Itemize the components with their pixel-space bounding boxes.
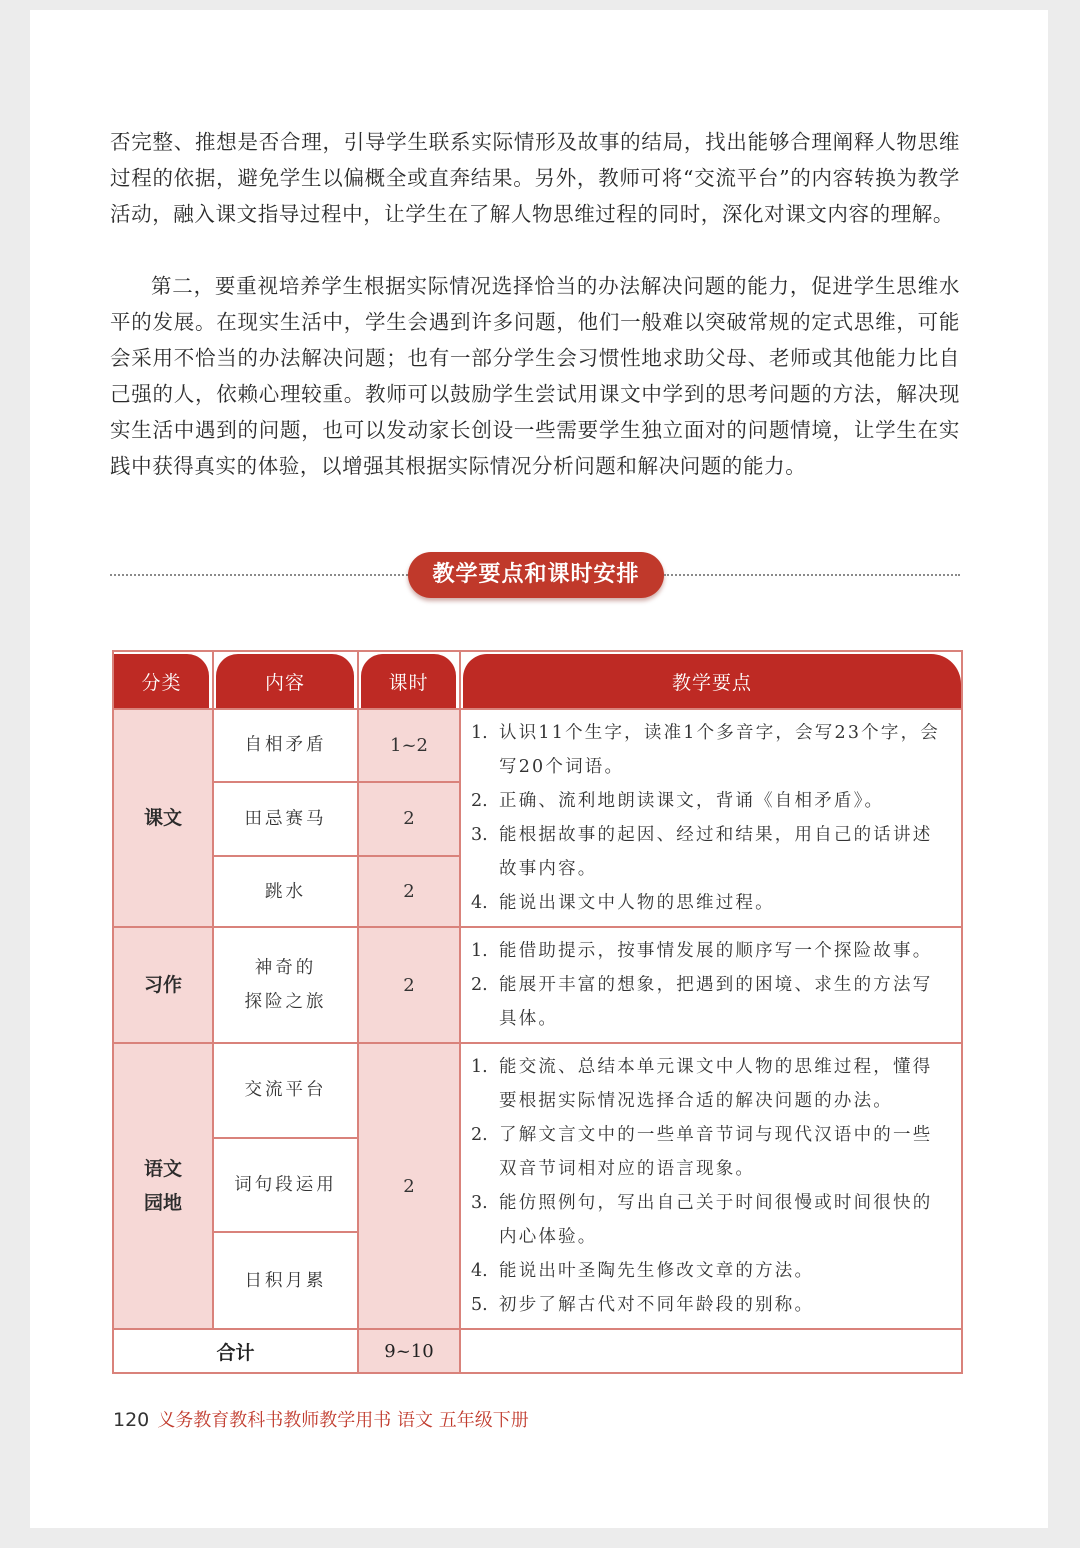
dotted-rule-left <box>110 574 408 576</box>
content-line: 探险之旅 <box>244 992 327 1012</box>
points-cell <box>460 1043 962 1329</box>
book-title: 义务教育教科书教师教学用书 语文 五年级下册 <box>157 1410 529 1431</box>
teaching-plan-table <box>112 650 962 1374</box>
hours-cell: 2 <box>358 782 460 857</box>
body-paragraph-1: 否完整、推想是否合理，引导学生联系实际情形及故事的结局，找出能够合理阐释人物思维过程的依据，避免学生以偏概全或直奔结果。另外，教师可将“交流平台”的内容转换为教学活动，融入课文指导过程中，让学生在了解人物思维过程的同时，深化对课文内容的理解。 <box>110 130 960 226</box>
page-number: 120 <box>113 1409 150 1431</box>
total-label: 合计 <box>113 1329 358 1373</box>
point-item: 1. 认识11个生字，读准1个多音字，会写23个字，会写20个词语。 <box>471 723 940 777</box>
table-header-row <box>113 651 962 709</box>
category-line: 语文 <box>143 1158 182 1180</box>
point-item: 5. 初步了解古代对不同年龄段的别称。 <box>471 1295 815 1315</box>
category-cell <box>113 1043 213 1329</box>
header-points: 教学要点 <box>463 654 961 708</box>
category-line: 园地 <box>143 1192 182 1214</box>
point-item: 1. 能交流、总结本单元课文中人物的思维过程，懂得要根据实际情况选择合适的解决问题的办法。 <box>471 1057 933 1111</box>
point-item: 4. 能说出课文中人物的思维过程。 <box>471 893 775 913</box>
body-paragraph-2: 第二，要重视培养学生根据实际情况选择恰当的办法解决问题的能力，促进学生思维水平的发展。在现实生活中，学生会遇到许多问题，他们一般难以突破常规的定式思维，可能会采用不恰当的办法解决问题；也有一部分学生会习惯性地求助父母、老师或其他能力比自己强的人，依赖心理较重。教师可以鼓励学生尝试用课文中学到的思考问题的方法，解决现实生活中遇到的问题，也可以发动家长创设一些需要学生独立面对的问题情境，让学生在实践中获得真实的体验，以增强其根据实际情况分析问题和解决问题的能力。 <box>110 274 960 478</box>
table-total-row <box>113 1329 962 1373</box>
hours-cell: 2 <box>358 927 460 1043</box>
page-footer <box>113 1406 529 1432</box>
content-line: 神奇的 <box>254 958 317 978</box>
header-hours: 课时 <box>361 654 456 708</box>
point-item: 2. 了解文言文中的一些单音节词与现代汉语中的一些双音节词相对应的语言现象。 <box>471 1125 933 1179</box>
points-cell <box>460 927 962 1043</box>
total-hours: 9~10 <box>358 1329 460 1373</box>
category-cell: 习作 <box>113 927 213 1043</box>
section-title: 教学要点和课时安排 <box>408 552 664 598</box>
point-item: 3. 能根据故事的起因、经过和结果，用自己的话讲述故事内容。 <box>471 825 933 879</box>
hours-cell: 1~2 <box>358 709 460 782</box>
points-cell <box>460 709 962 927</box>
header-category: 分类 <box>114 654 209 708</box>
content-cell <box>213 927 358 1043</box>
content-cell: 日积月累 <box>213 1232 358 1329</box>
content-cell: 田忌赛马 <box>213 782 358 857</box>
header-content: 内容 <box>216 654 354 708</box>
point-item: 1. 能借助提示，按事情发展的顺序写一个探险故事。 <box>471 941 933 961</box>
table-row <box>113 1043 962 1138</box>
content-cell: 交流平台 <box>213 1043 358 1138</box>
point-item: 3. 能仿照例句，写出自己关于时间很慢或时间很快的内心体验。 <box>471 1193 933 1247</box>
table-row <box>113 709 962 782</box>
table-row <box>113 927 962 1043</box>
point-item: 4. 能说出叶圣陶先生修改文章的方法。 <box>471 1261 815 1281</box>
category-cell: 课文 <box>113 709 213 927</box>
point-item: 2. 正确、流利地朗读课文，背诵《自相矛盾》。 <box>471 791 885 811</box>
total-blank-cell <box>460 1329 962 1373</box>
hours-cell: 2 <box>358 1043 460 1329</box>
dotted-rule-right <box>664 574 960 576</box>
point-item: 2. 能展开丰富的想象，把遇到的困境、求生的方法写具体。 <box>471 975 933 1029</box>
section-heading <box>110 552 960 600</box>
content-cell: 自相矛盾 <box>213 709 358 782</box>
hours-cell: 2 <box>358 856 460 927</box>
content-cell: 词句段运用 <box>213 1138 358 1233</box>
content-cell: 跳水 <box>213 856 358 927</box>
